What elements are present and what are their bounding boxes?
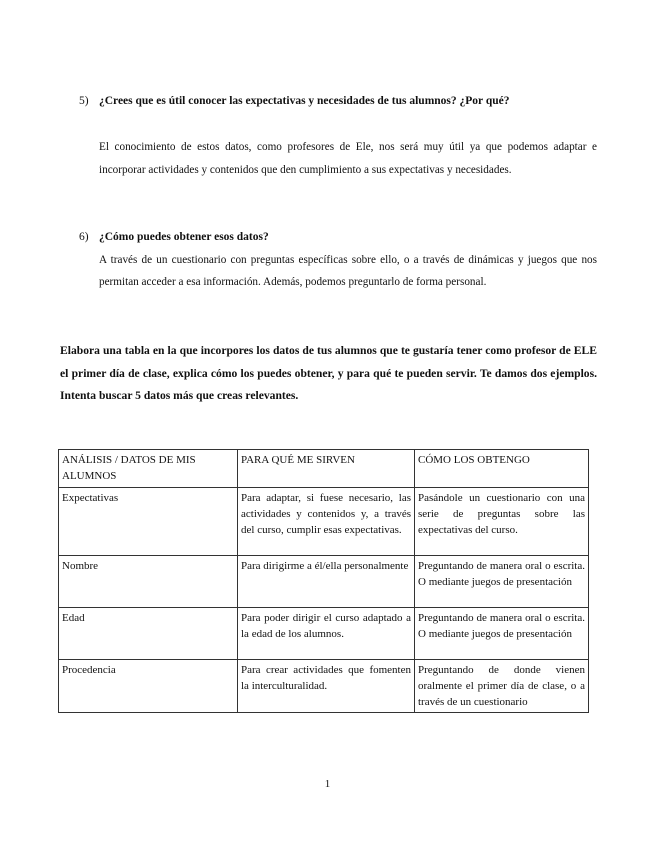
table-cell: Preguntando de manera oral o escrita. O mediante juegos de presentación	[415, 556, 589, 608]
table-row	[59, 488, 589, 556]
answer-6: A través de un cuestionario con preguntas específicas sobre ello, o a través de dinámicas y juegos que nos permitan acceder a esa información. Además, podemos preguntarlo de forma personal.	[99, 254, 597, 288]
table-row	[59, 608, 589, 660]
table-cell: Preguntando de manera oral o escrita. O mediante juegos de presentación	[415, 608, 589, 660]
question-5-number: 5)	[79, 95, 89, 107]
table-header-cell: CÓMO LOS OBTENGO	[415, 450, 589, 488]
table-cell: Preguntando de donde vienen oralmente el primer día de clase, o a través de un cuestionario	[415, 660, 589, 713]
table-header-cell: ANÁLISIS / DATOS DE MIS ALUMNOS	[59, 450, 238, 488]
table-cell: Para dirigirme a él/ella personalmente	[238, 556, 415, 608]
answer-5: El conocimiento de estos datos, como profesores de Ele, nos será muy útil ya que podemos adaptar e incorporar actividades y contenidos que den cumplimiento a sus expectativas y necesidades.	[99, 141, 597, 176]
table-cell: Edad	[59, 608, 238, 660]
instructions-paragraph: Elabora una tabla en la que incorpores los datos de tus alumnos que te gustaría tener como profesor de ELE el primer día de clase, explica cómo los puedes obtener, y para qué te pueden servir. Te damos dos ejemplos. Intenta buscar 5 datos más que creas relevantes.	[60, 344, 597, 402]
table-cell: Nombre	[59, 556, 238, 608]
table-cell: Procedencia	[59, 660, 238, 713]
table-cell: Pasándole un cuestionario con una serie de preguntas sobre las expectativas del curso.	[415, 488, 589, 556]
table-header-row	[59, 450, 589, 488]
question-6-number: 6)	[79, 231, 89, 243]
table-header-cell: PARA QUÉ ME SIRVEN	[238, 450, 415, 488]
table-row	[59, 556, 589, 608]
question-6-text: ¿Cómo puedes obtener esos datos?	[99, 231, 269, 243]
table-cell: Para adaptar, si fuese necesario, las actividades y contenidos y, a través del curso, cumplir esas expectativas.	[238, 488, 415, 556]
table-row	[59, 660, 589, 713]
question-5-text: ¿Crees que es útil conocer las expectativas y necesidades de tus alumnos? ¿Por qué?	[99, 95, 510, 107]
page-number: 1	[324, 778, 331, 790]
table-cell: Para crear actividades que fomenten la interculturalidad.	[238, 660, 415, 713]
table-cell: Expectativas	[59, 488, 238, 556]
students-data-table	[58, 449, 589, 713]
table-cell: Para poder dirigir el curso adaptado a la edad de los alumnos.	[238, 608, 415, 660]
